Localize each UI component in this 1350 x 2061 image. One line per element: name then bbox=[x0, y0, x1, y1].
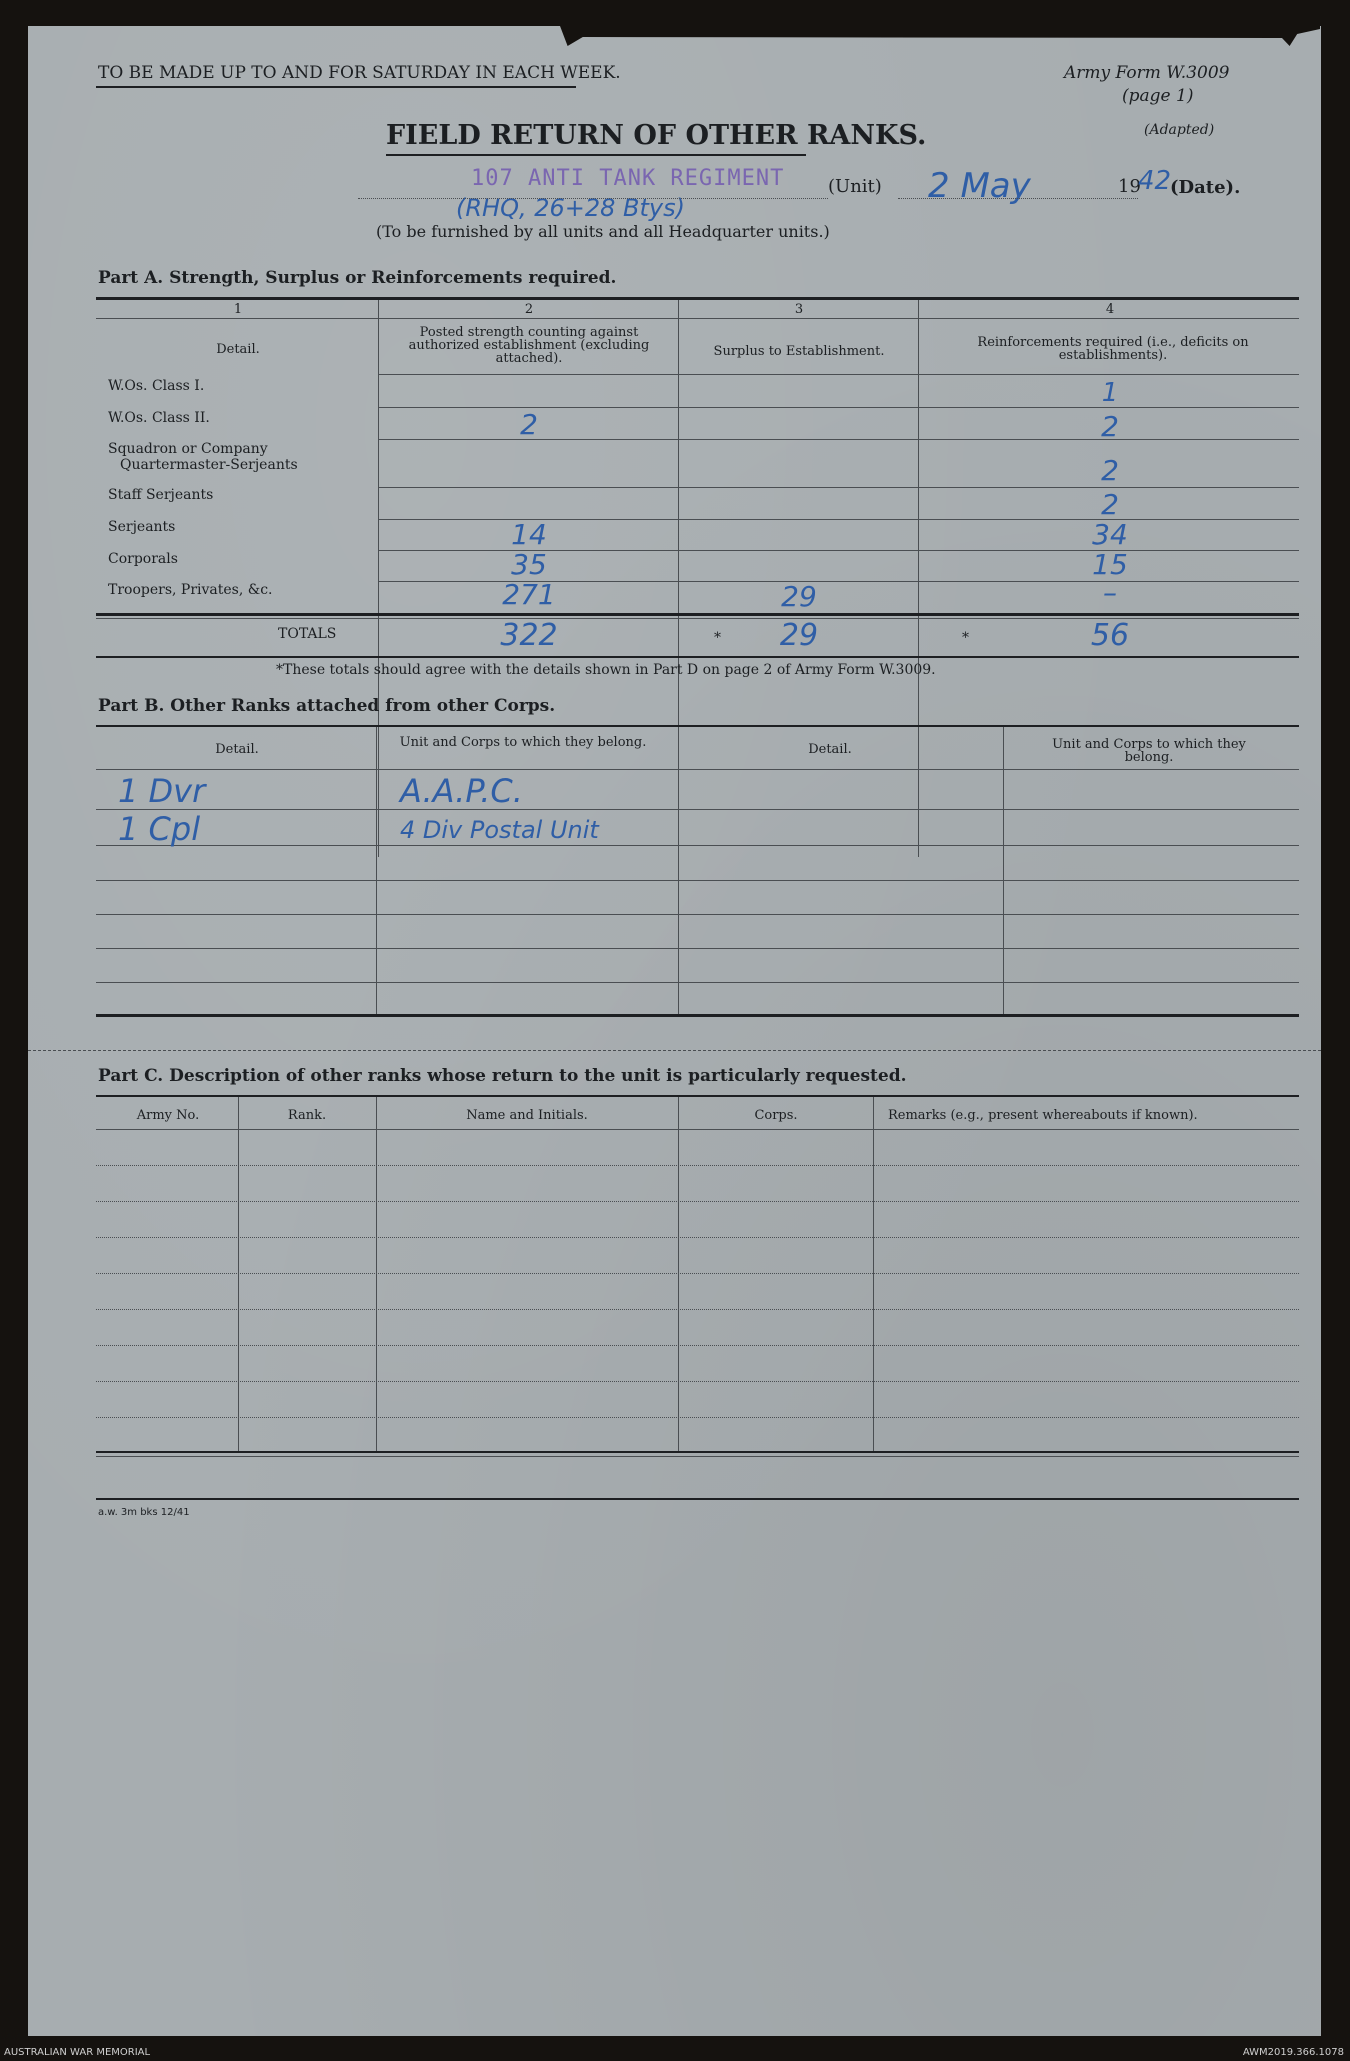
row-detail: Serjeants bbox=[108, 519, 176, 535]
reinforcements-value: 1 bbox=[1101, 378, 1119, 408]
surplus-value: 29 bbox=[781, 580, 817, 613]
date-handwritten: 2 May bbox=[928, 166, 1031, 206]
form-title: FIELD RETURN OF OTHER RANKS. bbox=[386, 120, 927, 151]
totals-posted: 322 bbox=[500, 618, 558, 653]
row-detail: Squadron or Company bbox=[108, 441, 268, 457]
part-b-entry-unit: 4 Div Postal Unit bbox=[400, 816, 599, 844]
unit-stamp: 107 ANTI TANK REGIMENT bbox=[471, 166, 785, 191]
row-detail: Staff Serjeants bbox=[108, 487, 214, 503]
part-a-col-num: 2 bbox=[524, 302, 534, 317]
posted-value: 35 bbox=[511, 548, 547, 581]
reinforcements-value: 2 bbox=[1101, 488, 1119, 521]
reinforcements-value: 2 bbox=[1101, 454, 1119, 487]
part-c-header-name: Name and Initials. bbox=[466, 1108, 588, 1123]
part-b-heading: Part B. Other Ranks attached from other Corps. bbox=[98, 696, 556, 716]
posted-value: 14 bbox=[511, 518, 547, 551]
part-a-top-rule bbox=[96, 297, 1299, 300]
part-a-col-num: 1 bbox=[233, 302, 243, 317]
print-code: a.w. 3m bks 12/41 bbox=[98, 1507, 190, 1518]
date-label: (Date). bbox=[1170, 177, 1241, 198]
totals-asterisk: * bbox=[714, 630, 721, 646]
part-c-heading: Part C. Description of other ranks whose return to the unit is particularly requested. bbox=[98, 1066, 907, 1086]
row-detail: Corporals bbox=[108, 551, 178, 567]
part-b-header-unit: Unit and Corps to which they belong. bbox=[1052, 737, 1246, 765]
row-detail: W.Os. Class I. bbox=[108, 378, 205, 394]
part-a-col-num: 4 bbox=[1105, 302, 1115, 317]
unit-label: (Unit) bbox=[828, 176, 882, 197]
row-detail: Troopers, Privates, &c. bbox=[108, 582, 273, 598]
form-number: Army Form W.3009 bbox=[1064, 63, 1230, 83]
footer-credit: AUSTRALIAN WAR MEMORIAL bbox=[4, 2047, 151, 2058]
unit-dotted-line bbox=[358, 198, 828, 199]
posted-value: 2 bbox=[520, 408, 538, 441]
unit-handwritten: (RHQ, 26+28 Btys) bbox=[456, 194, 685, 222]
instruction-underline bbox=[96, 86, 576, 88]
dashed-divider bbox=[28, 1050, 1321, 1051]
totals-asterisk: * bbox=[962, 630, 969, 646]
totals-reinforcements: 56 bbox=[1090, 618, 1130, 653]
part-a-header-reinforcements: Reinforcements required (i.e., deficits on establishments). bbox=[977, 335, 1249, 363]
part-a-header-posted: Posted strength counting against authorized establishment (excluding attached). bbox=[408, 325, 650, 366]
part-b-header-detail: Detail. bbox=[215, 742, 259, 757]
year-handwritten: 42 bbox=[1138, 166, 1172, 196]
part-a-col-num: 3 bbox=[794, 302, 804, 317]
reinforcements-value: 15 bbox=[1092, 548, 1128, 581]
part-b-entry-detail: 1 Dvr bbox=[118, 772, 206, 810]
posted-value: 271 bbox=[502, 578, 556, 611]
part-a-header-surplus: Surplus to Establishment. bbox=[713, 344, 885, 359]
part-b-header-unit: Unit and Corps to which they belong. bbox=[399, 735, 647, 750]
part-c-header-corps: Corps. bbox=[754, 1108, 798, 1123]
year-prefix: 19 bbox=[1118, 176, 1141, 197]
part-c-header-army-no: Army No. bbox=[136, 1108, 200, 1123]
totals-label: TOTALS bbox=[278, 626, 337, 642]
page-label: (page 1) bbox=[1122, 86, 1194, 106]
part-c-header-remarks: Remarks (e.g., present whereabouts if known). bbox=[888, 1108, 1198, 1123]
part-a-footnote: *These totals should agree with the details shown in Part D on page 2 of Army Form W.3009. bbox=[276, 662, 936, 678]
row-detail: W.Os. Class II. bbox=[108, 410, 210, 426]
instruction-text: TO BE MADE UP TO AND FOR SATURDAY IN EACH WEEK. bbox=[98, 63, 621, 83]
reinforcements-value: 34 bbox=[1092, 518, 1128, 551]
furnish-note: (To be furnished by all units and all Headquarter units.) bbox=[376, 222, 830, 241]
totals-surplus: 29 bbox=[779, 618, 819, 653]
part-c-header-rank: Rank. bbox=[287, 1108, 327, 1123]
footer-accession: AWM2019.366.1078 bbox=[1242, 2047, 1344, 2058]
reinforcements-value: – bbox=[1103, 576, 1117, 609]
date-dotted-line bbox=[898, 198, 1138, 199]
row-detail-cont: Quartermaster-Serjeants bbox=[120, 457, 298, 473]
title-underline bbox=[386, 154, 806, 156]
part-b-entry-unit: A.A.P.C. bbox=[400, 772, 523, 810]
reinforcements-value: 2 bbox=[1101, 410, 1119, 443]
adapted-label: (Adapted) bbox=[1144, 122, 1215, 138]
part-a-heading: Part A. Strength, Surplus or Reinforcements required. bbox=[98, 268, 617, 288]
form-sheet bbox=[28, 26, 1321, 2036]
part-b-entry-detail: 1 Cpl bbox=[118, 810, 201, 848]
part-a-header-detail: Detail. bbox=[216, 342, 260, 357]
part-b-header-detail: Detail. bbox=[808, 742, 852, 757]
